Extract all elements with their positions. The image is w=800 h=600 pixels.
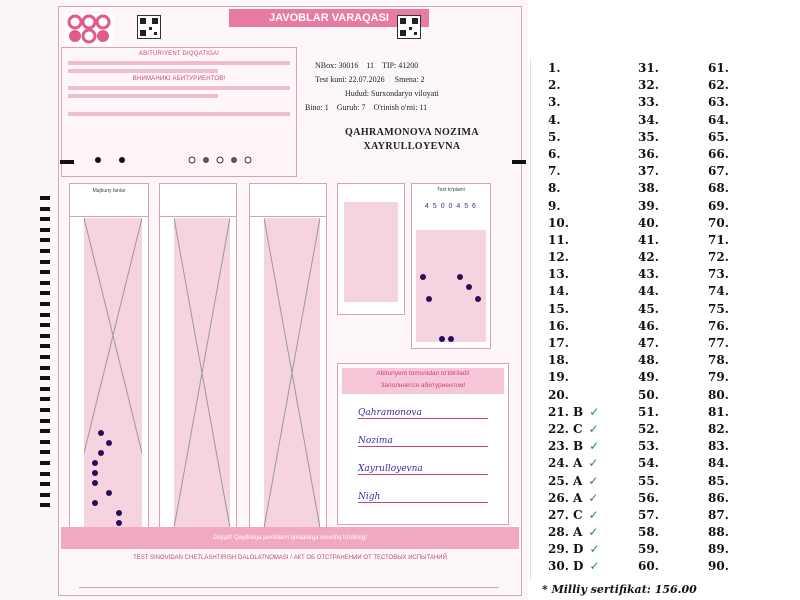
timing-mark bbox=[40, 429, 50, 433]
answer-item bbox=[708, 421, 729, 438]
answer-column-31-60 bbox=[638, 60, 659, 576]
timing-mark bbox=[40, 387, 50, 391]
answer-text: 66. bbox=[708, 146, 729, 161]
column-1-header: Majburiy fanlar bbox=[70, 184, 148, 217]
answer-text: 54. bbox=[638, 456, 659, 471]
timing-mark bbox=[40, 217, 50, 221]
sheet-logo bbox=[65, 13, 113, 45]
timing-mark bbox=[40, 493, 50, 497]
certificate-label: * Milliy sertifikat: bbox=[542, 583, 651, 596]
bino-value: 1 bbox=[324, 103, 329, 112]
answer-text: 17. bbox=[548, 336, 569, 350]
answer-text: 46. bbox=[638, 318, 659, 333]
filled-bubble bbox=[92, 470, 98, 476]
timing-mark bbox=[40, 355, 50, 359]
answer-item bbox=[708, 318, 729, 335]
answer-item bbox=[548, 352, 600, 369]
smena-label: Smena: bbox=[394, 75, 419, 84]
test-number-box: Test to'plami 4 5 0 0 4 5 6 bbox=[411, 183, 491, 349]
qr-code-right bbox=[397, 15, 421, 39]
region-label: Hudud: bbox=[345, 89, 369, 98]
answer-text: 16. bbox=[548, 318, 569, 333]
answer-item bbox=[548, 94, 600, 111]
answer-text: 18. bbox=[548, 353, 569, 368]
timing-mark bbox=[40, 482, 50, 486]
answer-text: 11. bbox=[548, 232, 569, 247]
answer-item bbox=[548, 232, 600, 249]
answer-item bbox=[708, 77, 729, 94]
instructions-box bbox=[61, 47, 297, 177]
answer-text: 3. bbox=[548, 95, 561, 110]
answer-item bbox=[548, 129, 600, 146]
answer-item bbox=[548, 283, 600, 300]
tip-value: 41200 bbox=[398, 61, 419, 70]
nbox-label: NBox: bbox=[315, 61, 337, 70]
answer-item bbox=[708, 404, 729, 421]
answer-text: 67. bbox=[708, 164, 729, 179]
answer-text: 33. bbox=[638, 95, 659, 110]
answer-item bbox=[548, 266, 600, 283]
answer-item bbox=[708, 507, 729, 524]
bottom-section-label: TEST SINOVIDAN CHETLASHTIRISH DALOLATNOMASI / АКТ ОБ ОТСТРАНЕНИИ ОТ ТЕСТОВЫХ ИСПЫТАНИЙ bbox=[133, 555, 447, 561]
answer-item bbox=[708, 490, 729, 507]
test-date-label: Test kuni: bbox=[315, 75, 347, 84]
answer-item bbox=[708, 94, 729, 111]
answer-key-list bbox=[540, 60, 800, 580]
answer-item bbox=[708, 352, 729, 369]
registration-mark-right bbox=[512, 160, 526, 164]
answer-item bbox=[638, 524, 659, 541]
answer-item bbox=[548, 180, 600, 197]
answer-text: 69. bbox=[708, 198, 729, 213]
filled-bubble bbox=[92, 460, 98, 466]
candidate-info bbox=[305, 53, 519, 181]
answer-item bbox=[548, 335, 600, 352]
answer-text: 85. bbox=[708, 473, 729, 488]
sheet-frame bbox=[58, 6, 522, 596]
answer-text: 28. A bbox=[548, 525, 583, 540]
answer-item bbox=[548, 249, 600, 266]
answer-item bbox=[638, 455, 659, 472]
national-certificate bbox=[542, 583, 697, 596]
answer-text: 26. A bbox=[548, 490, 583, 505]
certificate-value: 156.00 bbox=[654, 583, 697, 596]
answer-text: 32. bbox=[638, 78, 659, 93]
answer-item bbox=[708, 301, 729, 318]
answer-text: 37. bbox=[638, 164, 659, 179]
timing-mark bbox=[40, 334, 50, 338]
answer-text: 62. bbox=[708, 78, 729, 93]
timing-mark bbox=[40, 260, 50, 264]
timing-mark bbox=[40, 344, 50, 348]
answer-text: 72. bbox=[708, 250, 729, 265]
answer-text: 1. bbox=[548, 61, 561, 75]
region-value: Surxondaryo viloyati bbox=[371, 89, 439, 98]
answer-item bbox=[638, 404, 659, 421]
answer-text: 81. bbox=[708, 404, 729, 419]
answer-item bbox=[548, 387, 600, 404]
answer-text: 21. B bbox=[548, 404, 584, 419]
timing-mark bbox=[40, 408, 50, 412]
answer-text: 12. bbox=[548, 250, 569, 265]
timing-mark bbox=[40, 450, 50, 454]
answer-column-1-30 bbox=[548, 60, 600, 576]
answer-item bbox=[708, 335, 729, 352]
answer-text: 48. bbox=[638, 353, 659, 368]
filled-bubble bbox=[116, 520, 122, 526]
answer-text: 31. bbox=[638, 61, 659, 75]
timing-mark bbox=[40, 376, 50, 380]
test-number-digits: 4 5 0 0 4 5 6 bbox=[425, 203, 477, 210]
timing-mark bbox=[40, 313, 50, 317]
answer-item bbox=[548, 421, 600, 438]
answer-item bbox=[548, 541, 600, 558]
test-date-value: 22.07.2026 bbox=[348, 75, 385, 84]
timing-mark bbox=[40, 366, 50, 370]
timing-mark bbox=[40, 270, 50, 274]
answer-item bbox=[638, 180, 659, 197]
nbox-extra: 11 bbox=[366, 61, 375, 70]
answer-text: 34. bbox=[638, 112, 659, 127]
check-icon: ✓ bbox=[588, 507, 599, 522]
timing-mark bbox=[40, 196, 50, 200]
answer-text: 80. bbox=[708, 387, 729, 402]
bino-label: Bino: bbox=[305, 103, 323, 112]
answer-item bbox=[638, 266, 659, 283]
candidate-patronymic: XAYRULLOYEVNA bbox=[363, 141, 461, 152]
answer-text: 73. bbox=[708, 267, 729, 282]
filled-bubble bbox=[106, 440, 112, 446]
answer-text: 8. bbox=[548, 181, 561, 196]
answer-text: 35. bbox=[638, 129, 659, 144]
answer-item bbox=[548, 455, 600, 472]
answer-item bbox=[548, 77, 600, 94]
answer-item bbox=[548, 490, 600, 507]
answer-text: 39. bbox=[638, 198, 659, 213]
answer-text: 40. bbox=[638, 215, 659, 230]
answer-item bbox=[548, 438, 600, 455]
answer-item bbox=[548, 301, 600, 318]
qr-code-left bbox=[137, 15, 161, 39]
timing-mark bbox=[40, 472, 50, 476]
answer-text: 88. bbox=[708, 525, 729, 540]
answer-item bbox=[708, 163, 729, 180]
timing-mark bbox=[40, 440, 50, 444]
answer-item bbox=[708, 112, 729, 129]
answer-text: 52. bbox=[638, 421, 659, 436]
filled-bubble bbox=[116, 510, 122, 516]
answer-item bbox=[638, 112, 659, 129]
answer-item bbox=[638, 301, 659, 318]
answer-item bbox=[708, 541, 729, 558]
answer-text: 55. bbox=[638, 473, 659, 488]
answer-text: 70. bbox=[708, 215, 729, 230]
answer-text: 68. bbox=[708, 181, 729, 196]
answer-text: 83. bbox=[708, 439, 729, 454]
answer-item bbox=[708, 473, 729, 490]
answer-item bbox=[708, 180, 729, 197]
answer-item bbox=[638, 198, 659, 215]
filled-bubble bbox=[98, 450, 104, 456]
answer-item bbox=[638, 507, 659, 524]
orin-value: 11 bbox=[419, 103, 428, 112]
answer-text: 61. bbox=[708, 61, 729, 75]
answer-column-2 bbox=[159, 183, 237, 533]
answer-text: 14. bbox=[548, 284, 569, 299]
answer-text: 2. bbox=[548, 78, 561, 93]
answer-item bbox=[638, 318, 659, 335]
check-icon: ✓ bbox=[589, 559, 600, 574]
answer-text: 4. bbox=[548, 112, 561, 127]
answer-text: 13. bbox=[548, 267, 569, 282]
filled-bubble bbox=[92, 480, 98, 486]
sig-signature: Nigh bbox=[358, 492, 488, 503]
timing-mark bbox=[40, 238, 50, 242]
answer-item bbox=[638, 558, 659, 575]
answer-item bbox=[708, 524, 729, 541]
answer-text: 9. bbox=[548, 198, 561, 213]
answer-text: 15. bbox=[548, 301, 569, 316]
answer-column-61-90 bbox=[708, 60, 729, 576]
check-icon: ✓ bbox=[588, 456, 599, 471]
answer-item bbox=[548, 524, 600, 541]
answer-item bbox=[638, 541, 659, 558]
answer-item bbox=[638, 77, 659, 94]
answer-item bbox=[708, 146, 729, 163]
answer-text: 84. bbox=[708, 456, 729, 471]
timing-mark bbox=[40, 461, 50, 465]
answer-text: 74. bbox=[708, 284, 729, 299]
answer-text: 41. bbox=[638, 232, 659, 247]
sig-patronymic: Xayrulloyevna bbox=[358, 464, 488, 475]
answer-text: 58. bbox=[638, 525, 659, 540]
sig-name: Nozima bbox=[358, 436, 488, 447]
answer-item bbox=[638, 421, 659, 438]
answer-text: 50. bbox=[638, 387, 659, 402]
tip-label: TIP: bbox=[382, 61, 397, 70]
answer-item bbox=[638, 129, 659, 146]
instructions-header: ABITURIYENT DIQQATIGA! bbox=[138, 51, 220, 57]
answer-text: 24. A bbox=[548, 456, 583, 471]
answer-item bbox=[638, 163, 659, 180]
answer-text: 82. bbox=[708, 421, 729, 436]
answer-text: 20. bbox=[548, 387, 569, 402]
answer-item bbox=[638, 232, 659, 249]
check-icon: ✓ bbox=[589, 439, 600, 454]
answer-text: 5. bbox=[548, 129, 561, 144]
answer-text: 86. bbox=[708, 490, 729, 505]
answer-item bbox=[708, 387, 729, 404]
check-icon: ✓ bbox=[588, 473, 599, 488]
timing-mark bbox=[40, 207, 50, 211]
answer-text: 51. bbox=[638, 404, 659, 419]
orin-label: O'rinish o'rni: bbox=[373, 103, 418, 112]
answer-text: 22. C bbox=[548, 421, 583, 436]
answer-item bbox=[708, 232, 729, 249]
answer-text: 59. bbox=[638, 542, 659, 557]
answer-text: 23. B bbox=[548, 439, 584, 454]
answer-text: 53. bbox=[638, 439, 659, 454]
answer-item bbox=[638, 94, 659, 111]
answer-item bbox=[708, 129, 729, 146]
answer-item bbox=[638, 283, 659, 300]
registration-mark-left bbox=[60, 160, 74, 164]
filled-bubble bbox=[98, 430, 104, 436]
answer-text: 56. bbox=[638, 490, 659, 505]
answer-column-3 bbox=[249, 183, 327, 533]
answer-item bbox=[638, 490, 659, 507]
answer-item bbox=[638, 335, 659, 352]
answer-text: 65. bbox=[708, 129, 729, 144]
answer-item bbox=[638, 387, 659, 404]
timing-mark bbox=[40, 397, 50, 401]
guruh-label: Guruh: bbox=[336, 103, 360, 112]
answer-text: 44. bbox=[638, 284, 659, 299]
answer-item bbox=[548, 473, 600, 490]
answer-text: 64. bbox=[708, 112, 729, 127]
candidate-signature-panel bbox=[337, 363, 509, 525]
answer-item bbox=[708, 60, 729, 77]
answer-item bbox=[548, 60, 600, 77]
pink-warning-bar: Diqqat! Qaydlarga javoblarni qoidalarga muvofiq to'ldiring! bbox=[61, 527, 519, 549]
check-icon: ✓ bbox=[588, 490, 599, 505]
answer-item bbox=[708, 438, 729, 455]
answer-item bbox=[638, 352, 659, 369]
guruh-value: 7 bbox=[361, 103, 366, 112]
variant-box bbox=[337, 183, 405, 315]
answer-text: 57. bbox=[638, 507, 659, 522]
answer-item bbox=[548, 198, 600, 215]
answer-text: 47. bbox=[638, 336, 659, 350]
candidate-surname: QAHRAMONOVA NOZIMA bbox=[345, 127, 479, 138]
timing-mark bbox=[40, 302, 50, 306]
answer-item bbox=[708, 558, 729, 575]
answer-item bbox=[638, 438, 659, 455]
answer-item bbox=[548, 146, 600, 163]
answer-text: 6. bbox=[548, 146, 561, 161]
answer-item bbox=[638, 473, 659, 490]
check-icon: ✓ bbox=[589, 542, 600, 557]
answer-text: 78. bbox=[708, 353, 729, 368]
answer-text: 79. bbox=[708, 370, 729, 385]
timing-mark bbox=[40, 281, 50, 285]
sample-bubbles bbox=[82, 152, 282, 168]
answer-item bbox=[708, 369, 729, 386]
answer-text: 71. bbox=[708, 232, 729, 247]
answer-item bbox=[548, 558, 600, 575]
panel-header: Abituriyent tomonidan to'ldiriladi! Заполняется абитуриентом! bbox=[342, 368, 504, 394]
answer-text: 63. bbox=[708, 95, 729, 110]
answer-text: 87. bbox=[708, 507, 729, 522]
smena-value: 2 bbox=[420, 75, 425, 84]
answer-text: 36. bbox=[638, 146, 659, 161]
answer-text: 10. bbox=[548, 215, 569, 230]
answer-text: 43. bbox=[638, 267, 659, 282]
answer-item bbox=[548, 163, 600, 180]
answer-text: 42. bbox=[638, 250, 659, 265]
answer-item bbox=[708, 215, 729, 232]
answer-item bbox=[548, 215, 600, 232]
answer-text: 60. bbox=[638, 559, 659, 574]
answer-text: 27. C bbox=[548, 507, 583, 522]
answer-text: 89. bbox=[708, 542, 729, 557]
answer-item bbox=[708, 283, 729, 300]
answer-item bbox=[548, 369, 600, 386]
filled-bubble bbox=[92, 500, 98, 506]
nbox-value: 30016 bbox=[338, 61, 359, 70]
timing-mark bbox=[40, 291, 50, 295]
timing-mark bbox=[40, 503, 50, 507]
answer-item bbox=[548, 112, 600, 129]
filled-bubble bbox=[106, 490, 112, 496]
answer-text: 25. A bbox=[548, 473, 583, 488]
answer-column-1 bbox=[69, 183, 149, 533]
check-icon: ✓ bbox=[588, 525, 599, 540]
check-icon: ✓ bbox=[588, 421, 599, 436]
answer-text: 30. D bbox=[548, 559, 584, 574]
answer-text: 45. bbox=[638, 301, 659, 316]
answer-item bbox=[638, 60, 659, 77]
answer-item bbox=[548, 404, 600, 421]
answer-item bbox=[638, 249, 659, 266]
timing-mark bbox=[40, 323, 50, 327]
answer-item bbox=[548, 507, 600, 524]
answer-text: 76. bbox=[708, 318, 729, 333]
answer-item bbox=[638, 146, 659, 163]
answer-item bbox=[548, 318, 600, 335]
answer-text: 75. bbox=[708, 301, 729, 316]
answer-text: 90. bbox=[708, 559, 729, 574]
answer-item bbox=[638, 369, 659, 386]
answer-item bbox=[708, 249, 729, 266]
answer-text: 49. bbox=[638, 370, 659, 385]
timing-mark bbox=[40, 249, 50, 253]
timing-mark bbox=[40, 419, 50, 423]
answer-item bbox=[708, 266, 729, 283]
check-icon: ✓ bbox=[589, 404, 600, 419]
sig-surname: Qahramonova bbox=[358, 408, 488, 419]
answer-item bbox=[708, 455, 729, 472]
answer-text: 38. bbox=[638, 181, 659, 196]
sheet-title: JAVOBLAR VARAQASI bbox=[229, 9, 429, 27]
answer-text: 7. bbox=[548, 164, 561, 179]
answer-text: 19. bbox=[548, 370, 569, 385]
timing-mark bbox=[40, 228, 50, 232]
instructions-header-ru: ВНИМАНИЮ АБИТУРИЕНТОВ! bbox=[132, 76, 226, 82]
answer-text: 29. D bbox=[548, 542, 584, 557]
answer-text: 77. bbox=[708, 336, 729, 350]
answer-item bbox=[638, 215, 659, 232]
answer-item bbox=[708, 198, 729, 215]
